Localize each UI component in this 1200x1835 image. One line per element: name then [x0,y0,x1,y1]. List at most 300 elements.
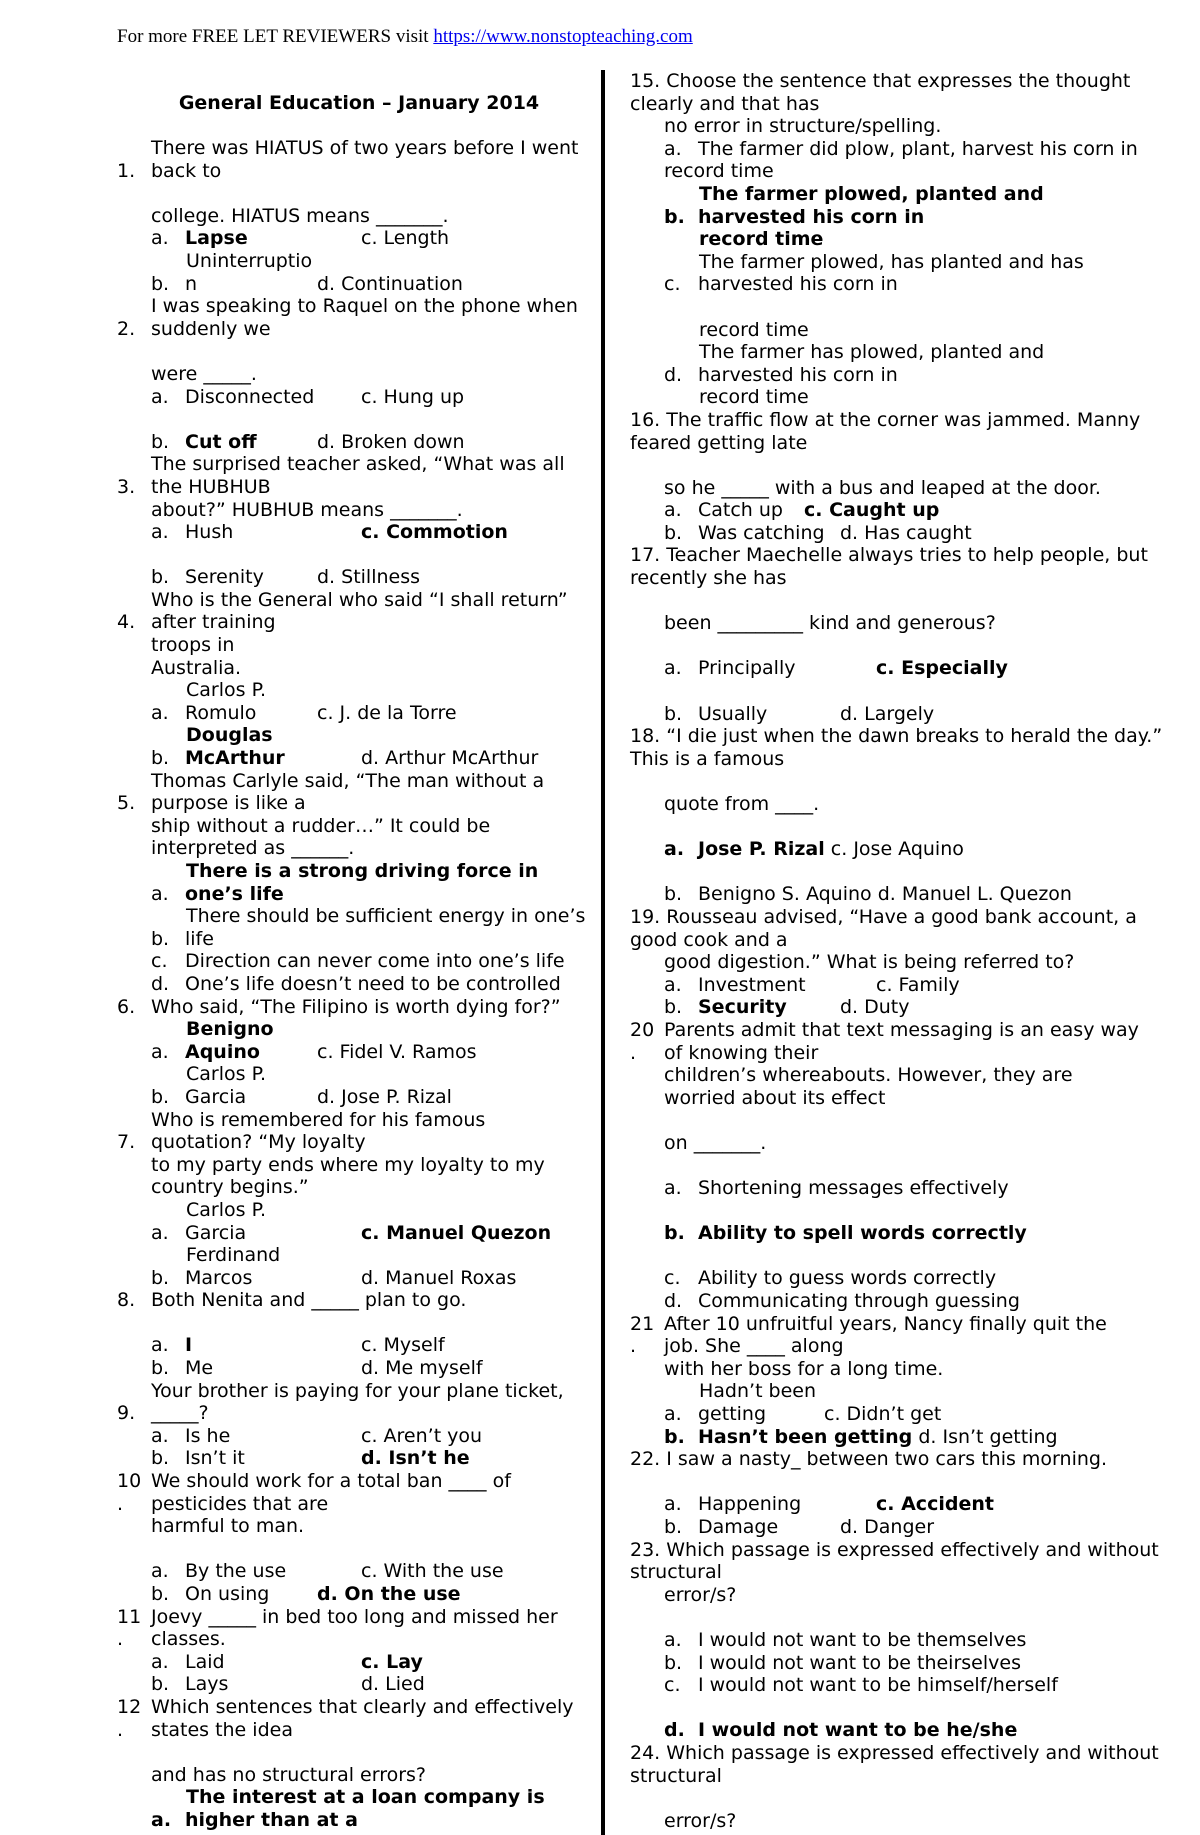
option-right: d. On the use [317,1583,461,1605]
question-line [117,1470,601,1493]
question-line [117,1289,601,1312]
option-row [630,1222,1175,1245]
question-line [117,1131,601,1154]
question-text [630,1358,1175,1381]
option-text: The farmer has plowed, planted and [699,341,1045,364]
option-right: c. Commotion [361,521,508,544]
spacer [630,1245,1175,1268]
question-text [630,1087,1175,1110]
option-left [664,996,840,1019]
option-text: The farmer plowed, has planted and has [699,250,1084,273]
option-row [630,206,1175,229]
option-row [117,1086,601,1109]
question-text [630,1584,1175,1607]
text: The surprised teacher asked, “What was all [151,453,565,476]
question-text: We should work for a total ban ____ of [151,1470,511,1493]
text: about?” HUBHUB means _______. [151,498,463,521]
option-letter: d. [664,1290,683,1313]
option-text: Hadn’t been [699,1380,817,1403]
option-row [117,973,601,996]
option-letter: b. [664,1651,683,1674]
text: Your brother is paying for your plane ticket, [151,1379,564,1402]
option-continuation [117,1199,601,1222]
question-text: classes. [151,1628,226,1651]
option-left [151,1560,361,1583]
option-row [117,1673,601,1696]
option-text: Lays [185,1673,229,1696]
option-right: c. Especially [876,657,1008,680]
option-letter: a. [664,838,685,861]
option-text: I [185,1334,193,1357]
option-continuation [630,386,1175,409]
option-row [630,1516,1175,1539]
question-text [117,363,601,386]
question-number: . [630,1335,637,1358]
option-text: Garcia [185,1221,247,1244]
option-row [630,657,1175,680]
option-row [117,227,601,250]
question-text: purpose is like a [151,792,306,815]
text: 19. Rousseau advised, “Have a good bank account, a good cook and a [630,905,1137,951]
option-row [117,1425,601,1448]
option-letter: a. [151,701,169,724]
option-text: The farmer plowed, planted and [699,182,1044,205]
option-text: life [185,927,214,950]
text: I was speaking to Raquel on the phone when [151,295,578,318]
option-letter: b. [151,1447,170,1470]
option-right: d. Isn’t getting [912,1425,1058,1448]
question-text: quotation? “My loyalty [151,1131,366,1154]
option-row [630,1426,1175,1449]
text: college. HIATUS means _______. [151,204,449,227]
option-row [117,1357,601,1380]
question-line [117,792,601,815]
question-text [630,725,1175,770]
option-right: d. Manuel Roxas [361,1266,517,1289]
option-text: Communicating through guessing [698,1290,1020,1313]
option-right: d. Broken down [317,430,465,453]
option-letter: d. [664,1719,685,1742]
question-text [630,1810,1175,1833]
option-left [151,1447,361,1470]
option-right: d. Continuation [317,272,463,295]
option-text: higher than at a [185,1808,358,1831]
option-text: record time [699,228,824,251]
option-right: d. Manuel L. Quezon [871,883,1072,906]
option-text: Isn’t it [185,1447,245,1470]
question-number: 7. [117,1131,136,1154]
question-text: Joevy _____ in bed too long and missed her [151,1605,558,1628]
option-continuation [117,860,601,883]
question-number: 3. [117,475,136,498]
option-text: Benigno [186,1018,274,1041]
text: were _____. [151,362,257,385]
option-text: One’s life doesn’t need to be controlled [185,972,561,995]
option-row [630,703,1175,726]
option-text: The farmer did plow, plant, harvest his corn in record time [664,137,1138,183]
question-text [117,770,601,793]
question-line [117,1493,601,1516]
option-row [117,1267,601,1290]
question-line [117,1696,601,1719]
page-title: General Education – January 2014 [178,92,540,114]
question-line [117,476,601,499]
option-text: Usually [698,702,768,725]
question-text [630,1742,1175,1787]
option-letter: c. [664,273,681,296]
option-right: c. Caught up [804,499,940,522]
question-text [630,1539,1175,1584]
option-right: d. Me myself [361,1357,483,1380]
option-text: I would not want to be themselves [698,1628,1027,1651]
text: worried about its effect [664,1086,886,1109]
option-left [151,273,317,296]
text: good digestion.” What is being referred to? [664,951,1075,974]
text: country begins.” [151,1176,309,1199]
question-text: Which sentences that clearly and effectively [151,1695,574,1718]
question-text [117,1764,601,1787]
option-right: c. Length [361,227,450,250]
text: with her boss for a long time. [664,1357,944,1380]
option-letter: b. [151,430,170,453]
option-text: The interest at a loan company is [186,1786,545,1809]
option-left [664,657,876,680]
text: Australia. [151,656,242,679]
question-number: 20 [630,1018,655,1041]
question-number: 8. [117,1289,136,1312]
option-text: Happening [698,1493,802,1516]
option-row [630,1403,1175,1426]
option-letter: b. [664,996,683,1019]
spacer [630,1787,1175,1810]
text: Thomas Carlyle said, “The man without a [151,769,545,792]
question-number: 9. [117,1402,136,1425]
option-right: d. Arthur McArthur [361,747,539,770]
spacer [630,1200,1175,1223]
option-text: Douglas [186,724,273,747]
question-text: Both Nenita and _____ plan to go. [151,1289,467,1312]
question-number: 2. [117,317,136,340]
option-text: There is a strong driving force in [186,860,539,882]
spacer [630,1109,1175,1132]
option-letter: a. [151,882,169,905]
option-right: d. Largely [840,702,935,725]
question-text [117,589,601,612]
option-row [630,522,1175,545]
option-left [151,1041,317,1064]
option-row [117,1447,601,1470]
option-text: Carlos P. [186,679,267,702]
option-continuation [117,724,601,747]
option-left [664,1403,824,1426]
text: no error in structure/spelling. [664,115,942,138]
question-text [117,657,601,680]
text: 17. Teacher Maechelle always tries to help people, but recently she has [630,544,1148,590]
question-text [117,499,601,522]
spacer [117,340,601,363]
text: There was HIATUS of two years before I went [151,137,579,159]
option-continuation [630,183,1175,206]
option-text: There should be sufficient energy in one’s [186,905,586,928]
question-number: 4. [117,611,136,634]
option-right: c. J. de la Torre [317,701,457,724]
option-continuation [630,251,1175,274]
question-text: the HUBHUB [151,475,271,498]
question-number: . [630,1041,637,1064]
option-letter: b. [664,1516,683,1538]
option-row [117,273,601,296]
spacer [117,1538,601,1561]
option-letter: c. [151,950,168,973]
option-right: c. Jose Aquino [824,838,964,861]
text: so he _____ with a bus and leaped at the door. [664,476,1101,499]
option-left [151,702,317,725]
option-letter: b. [151,1357,170,1380]
question-text [117,815,601,838]
option-letter: a. [151,1808,172,1831]
option-left [664,522,840,545]
option-text: Jose P. Rizal [698,838,825,861]
option-row [630,1674,1175,1697]
question-text: suddenly we [151,317,271,340]
option-text: I would not want to be theirselves [698,1651,1021,1674]
option-text: Is he [185,1424,231,1447]
option-left [151,1222,361,1245]
option-continuation [117,1018,601,1041]
option-text: Principally [698,657,796,680]
option-continuation [117,679,601,702]
option-letter: a. [664,137,682,160]
option-right: c. Hung up [361,385,465,408]
question-text: job. She ____ along [664,1335,844,1358]
text: ship without a rudder…” It could be [151,814,491,837]
question-text [117,837,601,860]
option-right: d. Has caught [840,521,972,544]
option-right: d. Stillness [317,566,421,589]
option-row [630,883,1175,906]
question-text: Who said, “The Filipino is worth dying for?” [151,995,561,1018]
question-text: of knowing their [664,1041,819,1064]
header-link[interactable]: https://www.nonstopteaching.com [433,26,693,47]
option-letter: a. [664,1628,682,1651]
question-text [630,409,1175,454]
option-continuation [117,905,601,928]
option-left [151,227,361,250]
option-text: I would not want to be himself/herself [698,1674,1058,1697]
question-text [117,634,601,657]
option-row [630,364,1175,387]
left-column [117,92,601,1832]
option-row [630,1177,1175,1200]
option-row [117,1560,601,1583]
text: on _______. [664,1131,767,1154]
spacer [630,861,1175,884]
text: been _________ kind and generous? [664,612,996,635]
option-text: Ability to spell words correctly [698,1222,1027,1245]
option-right: c. Family [876,973,960,996]
option-text: Ability to guess words correctly [698,1267,997,1290]
option-letter: c. [664,1267,681,1290]
question-line [117,318,601,341]
option-letter: d. [664,363,683,386]
question-number: 5. [117,792,136,815]
option-right: d. Lied [361,1673,425,1696]
text: harmful to man. [151,1515,305,1538]
option-left [664,974,876,997]
option-row [630,974,1175,997]
option-row [630,1290,1175,1313]
option-left [151,1425,361,1448]
option-text: Was catching [698,521,825,544]
option-text: Shortening messages effectively [698,1177,1009,1200]
question-line [630,1335,1175,1358]
question-text [117,1176,601,1199]
question-text [117,1380,601,1403]
option-letter: b. [151,1583,170,1605]
question-text: after training [151,611,276,634]
question-line [117,1402,601,1425]
option-text: Serenity [185,566,264,589]
option-row [630,1652,1175,1675]
question-text [630,793,1175,816]
question-text [117,1154,601,1177]
question-text [117,205,601,228]
option-right: c. Manuel Quezon [361,1221,552,1244]
option-right: c. Accident [876,1493,994,1516]
question-text [630,477,1175,500]
spacer [117,1741,601,1764]
option-text: Damage [698,1516,779,1538]
option-left [151,386,361,409]
option-text: Lapse [185,227,248,250]
option-letter: b. [151,272,170,295]
option-text: getting [698,1403,767,1426]
option-text: Direction can never come into one’s life [185,950,565,973]
option-letter: a. [151,521,169,544]
question-number: . [117,1718,124,1741]
spacer [630,1471,1175,1494]
option-letter: a. [664,499,682,522]
spacer [117,544,601,567]
option-row [117,702,601,725]
option-letter: b. [664,521,683,544]
spacer [630,635,1175,658]
option-text: Disconnected [185,385,315,408]
option-left [151,521,361,544]
question-line [117,160,601,183]
option-row [630,1629,1175,1652]
option-letter: d. [151,972,170,995]
option-row [117,1809,601,1832]
option-row [630,273,1175,296]
option-text: n [185,272,198,295]
text: to my party ends where my loyalty to my [151,1153,545,1176]
option-text: Carlos P. [186,1198,267,1221]
option-left [151,431,317,454]
option-left [151,566,317,589]
question-line [117,996,601,1019]
question-line [117,1628,601,1651]
question-line [630,1042,1175,1065]
option-text: McArthur [185,747,285,770]
option-continuation [117,1786,601,1809]
spacer [630,680,1175,703]
header-line [117,26,693,48]
option-text: Carlos P. [186,1063,267,1086]
option-letter: b. [664,883,683,906]
option-text: By the use [185,1560,287,1583]
text: 16. The traffic flow at the corner was jammed. Manny feared getting late [630,408,1141,454]
option-letter: a. [151,1334,169,1357]
option-letter: a. [151,385,169,408]
option-left [151,1086,317,1109]
option-row [117,1651,601,1674]
option-row [117,883,601,906]
option-letter: b. [151,1673,170,1696]
text: Who is the General who said “I shall return” [151,588,568,611]
option-continuation [630,319,1175,342]
question-line [117,1606,601,1629]
question-text: states the idea [151,1718,293,1741]
option-letter: b. [151,1085,170,1108]
text: children’s whereabouts. However, they are [664,1064,1073,1087]
option-text: Ferdinand [186,1244,281,1267]
option-letter: b. [664,1425,685,1448]
spacer [630,296,1175,319]
header-prefix: For more FREE LET REVIEWERS visit [117,26,434,47]
option-row [117,566,601,589]
option-row [630,1493,1175,1516]
question-number: 21 [630,1312,655,1335]
text: Who is remembered for his famous [151,1108,486,1131]
question-number: 1. [117,159,136,182]
option-text: harvested his corn in [698,363,898,386]
option-text: Laid [185,1650,225,1673]
question-line [630,1019,1175,1042]
question-text: _____? [151,1402,209,1425]
question-line [117,1719,601,1742]
option-text: Investment [698,973,806,996]
text: 23. Which passage is expressed effectively and without structural [630,1538,1159,1584]
option-row [117,950,601,973]
option-letter: b. [151,747,170,770]
option-letter: a. [151,1040,169,1063]
option-row [117,1041,601,1064]
spacer [117,408,601,431]
option-text: harvested his corn in [698,205,925,228]
spacer [630,816,1175,839]
question-text [117,295,601,318]
text: 15. Choose the sentence that expresses the thought clearly and that has [630,70,1131,115]
option-letter: a. [151,227,169,250]
option-letter: a. [664,1493,682,1516]
column-divider [601,70,605,1835]
option-row [117,431,601,454]
question-text [117,453,601,476]
option-left [151,747,361,770]
question-text [630,544,1175,589]
right-column [630,70,1175,1832]
question-number: 12 [117,1695,142,1718]
option-right: d. Duty [840,996,910,1019]
option-letter: b. [664,702,683,725]
option-row [117,521,601,544]
option-row [117,928,601,951]
question-text: back to [151,159,222,182]
option-text: Marcos [185,1266,253,1289]
option-letter: a. [151,1650,169,1673]
option-letter: b. [664,1222,685,1245]
